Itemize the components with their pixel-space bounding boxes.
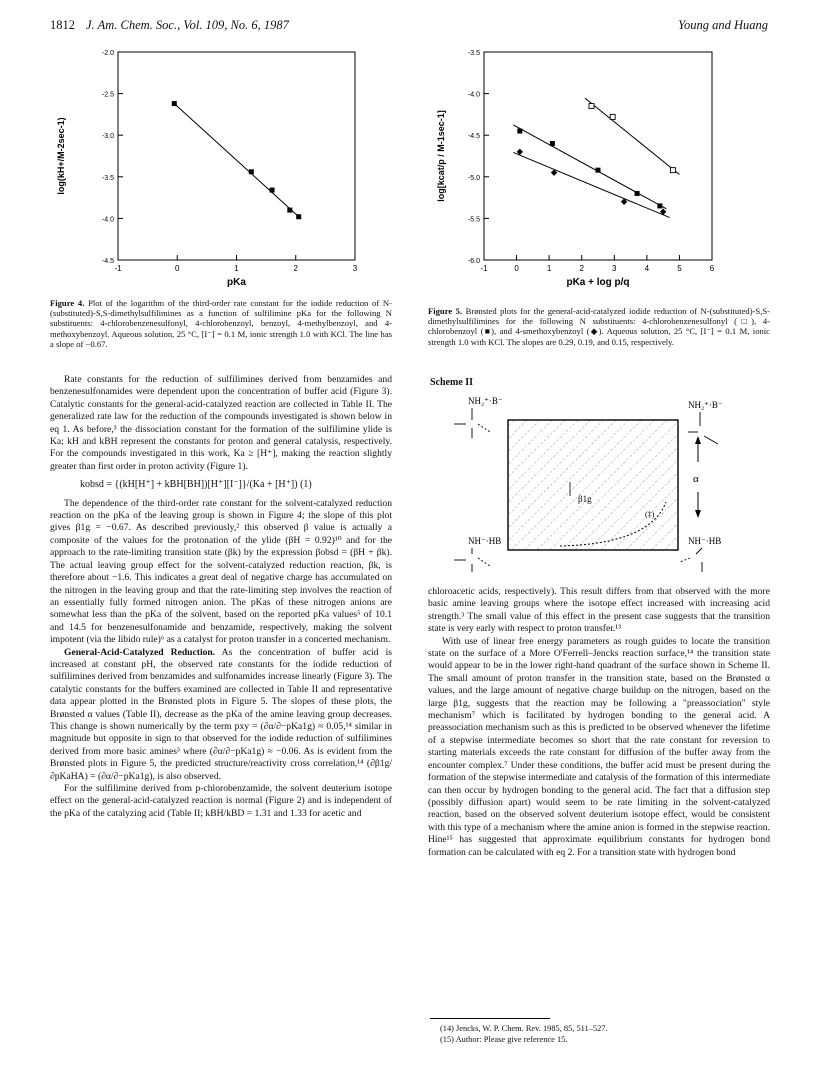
paragraph-sulfilimine: For the sulfilimine derived from p-chlorobenzamide, the solvent deuterium isotope effect on the general-acid-catalyzed reaction is normal (Figure 2) and is independent of the pKa of the catalyzing acid (Table II; kBH/kBD = 1.31 and 1.33 for acetic and — [50, 783, 392, 819]
fig5-y-tick-label: -6.0 — [467, 258, 480, 265]
fig4-y-tick-label: -2.0 — [101, 50, 114, 57]
equation-1: kobsd = {(kH[H⁺] + kBH[BH])[H⁺][I⁻]}/(Ka + [H⁺]) (1) — [80, 479, 312, 491]
figure-5-caption — [428, 306, 770, 347]
fig5-fit-line — [585, 98, 679, 174]
alpha-arrowhead-up — [695, 436, 701, 444]
fig4-data-point — [249, 169, 254, 174]
footnote-rule — [430, 1018, 550, 1019]
scheme-ii-svg — [440, 392, 770, 574]
fig4-fit-line — [174, 104, 298, 217]
fig5-x-tick-label: 1 — [546, 264, 552, 273]
fig5-data-point — [550, 141, 555, 146]
figure-4-chart — [50, 44, 390, 294]
fig4-x-axis-label: pKa — [227, 277, 246, 288]
reaction-surface-box — [508, 420, 678, 550]
paragraph-general-acid — [50, 647, 392, 783]
scheme-title: Scheme II — [430, 377, 474, 388]
figure-5-caption-text: Brønsted plots for the general-acid-catalyzed iodide reduction of N-(substituted)-S,S-dimethylsulfilimines for the following N substituents: 4-chlorobenzenesulfonyl (□), 4-chlorobenzoyl (■), and 4-smethoxybenzoyl (◆). Aqueous solution, 25 °C, [I⁻] = 0.1 M, ionic strength 1.0 with KCl. The slopes are 0.29, 0.19, and 0.15, respectively. — [428, 306, 770, 347]
fig4-x-tick-label: -1 — [114, 264, 122, 273]
paragraph-general-acid-text: As the concentration of buffer acid is increased at constant pH, the observed rate constants for the iodide reduction of sulfilimines derived from benzamides and sulfonamides increase linearly (Figure 3). The catalytic constants for the buffers examined are collected in Table II and representative data appear plotted in the Brønsted plots in Figure 5. The slopes of these plots, the Brønsted α values (Table II), decrease as the pKa of the amine leaving group decreases. This change is shown numerically by the term pxy = (∂α/∂−pKa1g) ≈ 0.05,¹⁴ similar in magnitude but opposite in sign to that observed for the iodide reduction of sulfilimines derived from more basic amines³ where (∂α/∂−pKa1g) ≈ −0.06. As is evident from the Brønsted plots in Figure 5, the predicted structure/reactivity cross correlation,¹⁴ (∂β1g/∂pKaHA) = (∂α/∂−pKa1g), is also observed. — [50, 646, 392, 782]
fig4-y-tick-label: -3.0 — [101, 133, 114, 141]
top-right-species: NH₂⁺·B⁻ — [688, 400, 723, 410]
transition-state-marker: (‡) — [645, 510, 655, 519]
journal-citation: J. Am. Chem. Soc., Vol. 109, No. 6, 1987 — [86, 18, 289, 32]
fig5-plot-frame — [484, 52, 712, 260]
fig4-y-axis-label: log(kH+/M-2sec-1) — [56, 117, 66, 195]
fig4-y-tick-label: -3.5 — [101, 174, 114, 182]
figure-5-plot — [430, 44, 770, 294]
bottom-right-species: NH⁻·HB — [688, 536, 722, 546]
fig5-y-tick-label: -3.5 — [467, 50, 480, 57]
fig4-data-point — [172, 101, 177, 106]
fig5-data-point — [635, 191, 640, 196]
structure-top-right — [688, 412, 718, 444]
fig5-x-tick-label: 6 — [709, 264, 715, 273]
fig5-x-tick-label: 2 — [579, 264, 584, 273]
figure-4-plot — [50, 44, 390, 294]
fig5-x-axis-label: pKa + log p/q — [566, 277, 630, 288]
fig5-y-axis-label: log[kcat/p / M-1sec-1] — [436, 110, 446, 202]
fig5-data-point — [596, 168, 601, 173]
fig5-fit-line — [513, 152, 669, 217]
fig4-x-tick-label: 2 — [293, 264, 298, 273]
structure-top-left — [454, 408, 490, 438]
top-left-species: NH₂⁺·B⁻ — [468, 396, 503, 406]
bottom-left-species: NH⁻·HB — [468, 536, 502, 546]
fig4-data-point — [296, 214, 301, 219]
right-column — [428, 586, 770, 859]
fig4-x-tick-label: 3 — [352, 264, 358, 273]
figure-4-caption — [50, 298, 392, 349]
fig5-x-tick-label: 4 — [644, 264, 650, 273]
fig4-x-tick-label: 0 — [175, 264, 180, 273]
fig5-x-tick-label: 5 — [677, 264, 682, 273]
figure-4-label: Figure 4. — [50, 298, 85, 308]
fig4-y-tick-label: -4.0 — [101, 216, 114, 224]
structure-bottom-left — [454, 548, 490, 572]
paragraph-dependence: The dependence of the third-order rate constant for the solvent-catalyzed reduction reaction on the pKa of the leaving group is shown in Figure 4; the slope of this plot gives β1g = −0.67. As described previously,² this observed β value is actually a composite of the values for the protonation of the ylide (βH = 0.92)¹⁰ and for the approach to the rate-limiting transition state (βk) by the expression βobsd = (βH + βk). The actual leaving group effect for the solvent-catalyzed reduction reaction, βk, is therefore about −1.6. This indicates a great deal of negative charge has accumulated on the nitrogen in the leaving group and that the rate-limiting step involves the reaction of an essentially fully formed nitrogen anion. The pKas of these nitrogen anions are somewhat less than the pKa of the solvent, based on the reported pKa values⁵ of 10.1 and 14.5 for benzenesulfonamide and benzamide, respectively, making the solvent impotent (via the libido rule)⁶ as a catalyst for proton transfer in a concerted mechanism. — [50, 497, 392, 646]
figure-5-label: Figure 5. — [428, 306, 463, 316]
beta-label: β1g — [578, 494, 592, 504]
section-heading: General-Acid-Catalyzed Reduction. — [64, 646, 216, 658]
footnote-15: (15) Author: Please give reference 15. — [440, 1035, 568, 1044]
left-column — [50, 374, 392, 820]
fig5-data-point — [589, 104, 594, 109]
paragraph-chloroacetic: chloroacetic acids, respectively). This result differs from that observed with the more basic amine leaving groups where the isotope effect increased with increasing acid strength.³ The small value of this effect in the present case suggests that the transition state is very early with respect to proton transfer.¹³ — [428, 586, 770, 635]
structure-bottom-right — [680, 548, 702, 572]
fig5-fit-line — [513, 125, 666, 209]
fig5-y-tick-label: -5.5 — [467, 216, 480, 224]
alpha-label: α — [693, 473, 699, 485]
fig5-data-point — [657, 203, 662, 208]
fig5-x-tick-label: 3 — [612, 264, 617, 273]
fig5-y-tick-label: -5.0 — [467, 174, 480, 182]
alpha-arrowhead-down — [695, 510, 701, 518]
figure-4-caption-text: Plot of the logarithm of the third-order rate constant for the iodide reduction of N-(substituted)-S,S-dimethylsulfilimines as a function of sulfilimine pKa for the following N substituents: 4-chlorobenzenesulfonyl, 4-chlorobenzoyl, benzoyl, 4-methylbenzoyl, and 4-methoxybenzoyl. Aqueous solution, 25 °C, [I⁻] = 0.1 M, ionic strength 1.0 with KCl. The line has a slope of −0.67. — [50, 298, 392, 349]
fig4-x-tick-label: 1 — [234, 264, 239, 273]
fig5-x-tick-label: 0 — [514, 264, 519, 273]
paragraph-rate-constants: Rate constants for the reduction of sulfilimines derived from benzamides and benzenesulfonamides were dependent upon the concentration of buffer acid (Figure 3). Catalytic constants for the general-acid-catalyzed reaction are collected in Table II. The generalized rate law for the reduction of the compounds investigated is shown below in eq 1. As before,³ the dissociation constant for the formation of the sulfilimine ylide is Ka; kH and kBH represent the constants for proton and general catalysis, respectively. For the compounds investigated in this work, Ka ≥ [H⁺], making the reaction slightly greater than first order in proton activity (Figure 1). — [50, 374, 392, 472]
fig4-data-point — [270, 188, 275, 193]
fig5-y-tick-label: -4.0 — [467, 91, 480, 99]
scheme-ii-diagram — [440, 392, 770, 574]
figure-5-chart — [430, 44, 770, 294]
fig4-y-tick-label: -2.5 — [101, 91, 114, 99]
page-number: 1812 — [50, 18, 75, 32]
fig4-y-tick-label: -4.5 — [101, 258, 114, 265]
fig4-plot-frame — [118, 52, 355, 260]
footnote-14: (14) Jencks, W. P. Chem. Rev. 1985, 85, 511–527. — [440, 1024, 608, 1033]
running-authors: Young and Huang — [678, 18, 768, 32]
fig5-data-point — [670, 168, 675, 173]
fig5-data-point — [610, 114, 615, 119]
fig5-x-tick-label: -1 — [480, 264, 488, 273]
fig5-y-tick-label: -4.5 — [467, 133, 480, 141]
fig5-data-point — [517, 129, 522, 134]
paragraph-lfer: With use of linear free energy parameters as rough guides to locate the transition state on the surface of a More O'Ferrell–Jencks reaction surface,¹⁴ the transition state would appear to be in the lower right-hand quadrant of the surface shown in Scheme II. The small amount of proton transfer in the transition state, based on the Brønsted α values, and the large amount of negative charge buildup on the nitrogen, based on the large β1g, suggests that the reaction may be following a "preassociation" style mechanism⁷ which is facilitated by hydrogen bonding to the general acid. A preassociation mechanism such as this is predicted to be observed whenever the lifetime of a stepwise intermediate becomes so short that the rate constant for reversion to starting materials exceeds the rate constant for diffusion of the buffer away from the encounter complex.⁷ Under these conditions, the buffer acid must be present during the formation of the stepwise intermediate and catalysis of the formation of this intermediate can then occur by hydrogen bonding to the general acid. The fact that a diffusion step (possibly diffusion apart) would seem to be rate limiting in the solvent-catalyzed reaction, based on the observed solvent deuterium isotope effect, would be consistent with this type of a mechanism where the amine anion is formed in the stepwise reaction. Hine¹⁵ has suggested that approximate equilibrium constants for hydrogen bond formation can be calculated with eq 2. For a transition state with hydrogen bond — [428, 635, 770, 858]
fig4-data-point — [287, 208, 292, 213]
